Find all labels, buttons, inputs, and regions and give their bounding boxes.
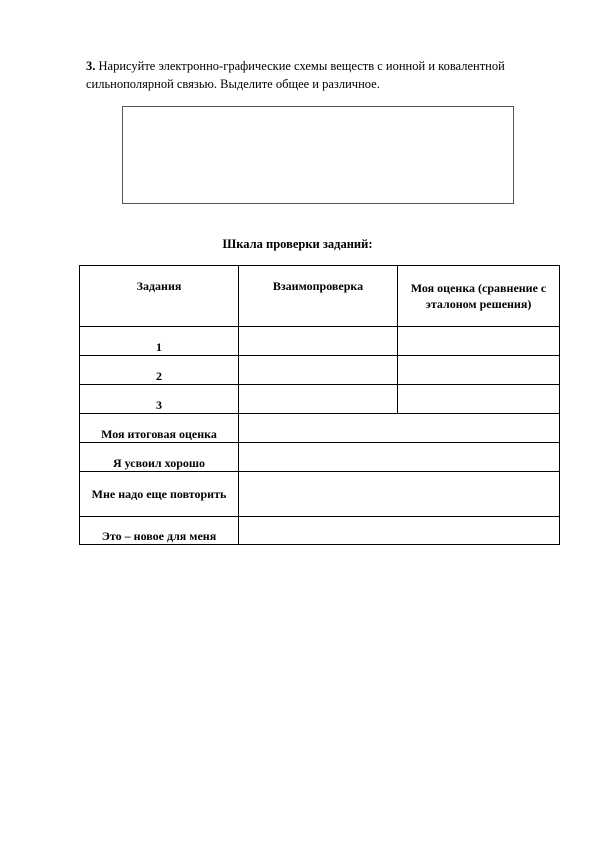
summary-answer-cell[interactable]	[239, 472, 560, 517]
header-tasks: Задания	[80, 266, 239, 327]
table-row	[80, 356, 560, 385]
answer-box[interactable]	[122, 106, 514, 204]
table-row	[80, 517, 560, 545]
task-number-cell: 1	[80, 327, 239, 356]
task-number: 3.	[86, 59, 96, 73]
peer-review-cell[interactable]	[239, 356, 398, 385]
summary-label: Мне надо еще повторить	[80, 472, 239, 517]
summary-label: Моя итоговая оценка	[80, 414, 239, 443]
summary-answer-cell[interactable]	[239, 443, 560, 472]
summary-answer-cell[interactable]	[239, 517, 560, 545]
table-row	[80, 327, 560, 356]
scale-table	[79, 265, 560, 545]
table-row	[80, 414, 560, 443]
header-my-grade: Моя оценка (сравнение с эталоном решения)	[398, 266, 560, 327]
task-number-cell: 2	[80, 356, 239, 385]
table-row	[80, 472, 560, 517]
task-text: Нарисуйте электронно-графические схемы веществ с ионной и ковалентной сильнополярной связью. Выделите общее и различное.	[86, 59, 505, 91]
my-grade-cell[interactable]	[398, 356, 560, 385]
task-number-cell: 3	[80, 385, 239, 414]
table-row	[80, 443, 560, 472]
header-peer-review: Взаимопроверка	[239, 266, 398, 327]
peer-review-cell[interactable]	[239, 327, 398, 356]
table-header-row	[80, 266, 560, 327]
scale-title: Шкала проверки заданий:	[222, 237, 373, 251]
summary-label: Я усвоил хорошо	[80, 443, 239, 472]
summary-answer-cell[interactable]	[239, 414, 560, 443]
summary-label: Это – новое для меня	[80, 517, 239, 545]
task-paragraph	[86, 57, 556, 93]
my-grade-cell[interactable]	[398, 385, 560, 414]
table-row	[80, 385, 560, 414]
peer-review-cell[interactable]	[239, 385, 398, 414]
my-grade-cell[interactable]	[398, 327, 560, 356]
